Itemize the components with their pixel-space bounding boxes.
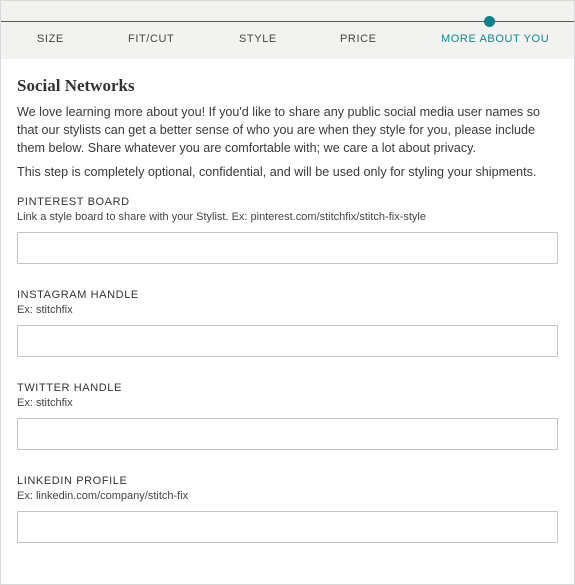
section-title: Social Networks <box>17 76 135 95</box>
twitter-help: Ex: stitchfix <box>17 397 73 409</box>
linkedin-input[interactable] <box>17 511 558 543</box>
tab-size[interactable]: SIZE <box>37 33 64 45</box>
instagram-help: Ex: stitchfix <box>17 304 73 316</box>
step-tabs <box>1 33 574 49</box>
linkedin-field-group <box>17 474 558 543</box>
twitter-label: TWITTER HANDLE <box>17 382 122 394</box>
pinterest-label: PINTEREST BOARD <box>17 196 130 208</box>
pinterest-help: Link a style board to share with your Stylist. Ex: pinterest.com/stitchfix/stitch-fix-style <box>17 211 426 223</box>
section-intro: We love learning more about you! If you'd like to share any public social media user names so that our stylists can get a better sense of who you are when they style for you, please include them below. Share whatever you are comfortable with; we care a lot about privacy. <box>17 105 540 155</box>
twitter-field-group <box>17 381 558 450</box>
pinterest-field-group <box>17 195 558 264</box>
linkedin-help: Ex: linkedin.com/company/stitch-fix <box>17 490 189 502</box>
instagram-input[interactable] <box>17 325 558 357</box>
progress-steps <box>1 1 574 59</box>
linkedin-label: LINKEDIN PROFILE <box>17 475 128 487</box>
section-note: This step is completely optional, confidential, and will be used only for styling your shipments. <box>17 165 537 179</box>
progress-current-dot <box>484 16 495 27</box>
tab-fit-cut[interactable]: FIT/CUT <box>128 33 175 45</box>
tab-more-about-you[interactable]: MORE ABOUT YOU <box>441 33 550 45</box>
tab-style[interactable]: STYLE <box>239 33 277 45</box>
twitter-input[interactable] <box>17 418 558 450</box>
instagram-label: INSTAGRAM HANDLE <box>17 289 139 301</box>
pinterest-input[interactable] <box>17 232 558 264</box>
social-networks-section <box>1 59 574 543</box>
instagram-field-group <box>17 288 558 357</box>
tab-price[interactable]: PRICE <box>340 33 377 45</box>
